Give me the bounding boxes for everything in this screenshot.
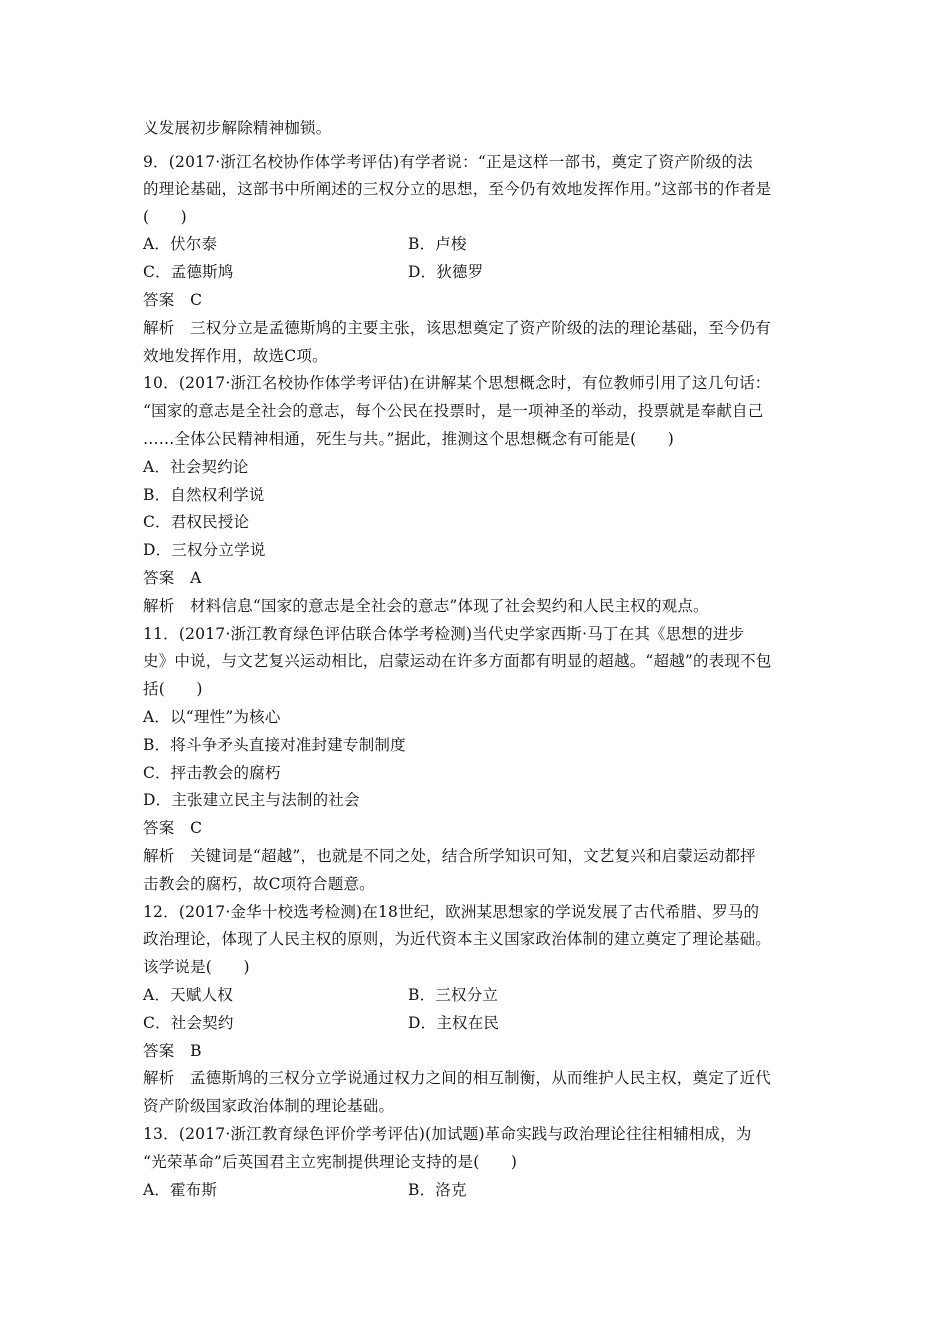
text-line: “光荣革命”后英国君主立宪制提供理论支持的是( ) (143, 1153, 518, 1171)
option-a: A．霍布斯 (143, 1181, 218, 1199)
text-line: 史》中说，与文艺复兴运动相比，启蒙运动在许多方面都有明显的超越。“超越”的表现不包 (143, 652, 772, 670)
option-d: D．主张建立民主与法制的社会 (143, 791, 360, 809)
text-line: 效地发挥作用，故选C项。 (143, 347, 328, 365)
text-line: 义发展初步解除精神枷锁。 (143, 119, 332, 137)
option-b: B．自然权利学说 (143, 486, 265, 504)
option-a: A．社会契约论 (143, 458, 249, 476)
answer-line: 答案 C (143, 291, 203, 309)
option-d: D．主权在民 (408, 1014, 500, 1032)
option-c: C．抨击教会的腐朽 (143, 764, 281, 782)
analysis-line: 解析 孟德斯鸠的三权分立学说通过权力之间的相互制衡，从而维护人民主权，奠定了近代 (143, 1069, 772, 1087)
option-d: D．三权分立学说 (143, 541, 266, 559)
answer-line: 答案 B (143, 1042, 202, 1060)
option-d: D．狄德罗 (408, 263, 484, 281)
text-line: ( ) (143, 208, 187, 226)
option-b: B．将斗争矛头直接对准封建专制制度 (143, 736, 406, 754)
text-line: 的理论基础，这部书中所阐述的三权分立的思想，至今仍有效地发挥作用。”这部书的作者是 (143, 180, 772, 198)
text-line: “国家的意志是全社会的意志，每个公民在投票时，是一项神圣的举动，投票就是奉献自己 (143, 402, 764, 420)
question-12-stem: 12．(2017·金华十校选考检测)在18世纪，欧洲某思想家的学说发展了古代希腊、罗马的 (143, 903, 760, 921)
answer-line: 答案 A (143, 569, 202, 587)
analysis-line: 解析 材料信息“国家的意志是全社会的意志”体现了社会契约和人民主权的观点。 (143, 597, 709, 615)
option-a: A．以“理性”为核心 (143, 708, 281, 726)
option-b: B．卢梭 (408, 235, 467, 253)
question-10-stem: 10．(2017·浙江名校协作体学考评估)在讲解某个思想概念时，有位教师引用了这几句话： (143, 374, 771, 392)
analysis-line: 解析 关键词是“超越”，也就是不同之处，结合所学知识可知，文艺复兴和启蒙运动都抨 (143, 847, 756, 865)
option-c: C．君权民授论 (143, 513, 250, 531)
option-row (143, 262, 484, 282)
question-11-stem: 11．(2017·浙江教育绿色评估联合体学考检测)当代史学家西斯·马丁在其《思想的进步 (143, 625, 745, 643)
option-a: A．天赋人权 (143, 986, 233, 1004)
option-b: B．洛克 (408, 1181, 467, 1199)
option-row (143, 1013, 500, 1033)
question-13-stem: 13．(2017·浙江教育绿色评价学考评估)(加试题)革命实践与政治理论往往相辅相成，为 (143, 1125, 752, 1143)
option-row (143, 985, 499, 1005)
question-9-stem: 9．(2017·浙江名校协作体学考评估)有学者说：“正是这样一部书，奠定了资产阶级的法 (143, 153, 753, 171)
option-row (143, 234, 467, 254)
text-line: 资产阶级国家政治体制的理论基础。 (143, 1097, 395, 1115)
option-c: C．社会契约 (143, 1014, 234, 1032)
option-a: A．伏尔泰 (143, 235, 218, 253)
text-line: 击教会的腐朽，故C项符合题意。 (143, 875, 375, 893)
option-row (143, 1180, 467, 1200)
text-line: 该学说是( ) (143, 958, 250, 976)
text-line: 括( ) (143, 680, 203, 698)
answer-line: 答案 C (143, 819, 203, 837)
text-line: 政治理论，体现了人民主权的原则，为近代资本主义国家政治体制的建立奠定了理论基础。 (143, 930, 772, 948)
text-line: ……全体公民精神相通，死生与共。”据此，推测这个思想概念有可能是( ) (143, 430, 674, 448)
analysis-line: 解析 三权分立是孟德斯鸠的主要主张，该思想奠定了资产阶级的法的理论基础，至今仍有 (143, 319, 772, 337)
option-b: B．三权分立 (408, 986, 499, 1004)
option-c: C．孟德斯鸠 (143, 263, 234, 281)
